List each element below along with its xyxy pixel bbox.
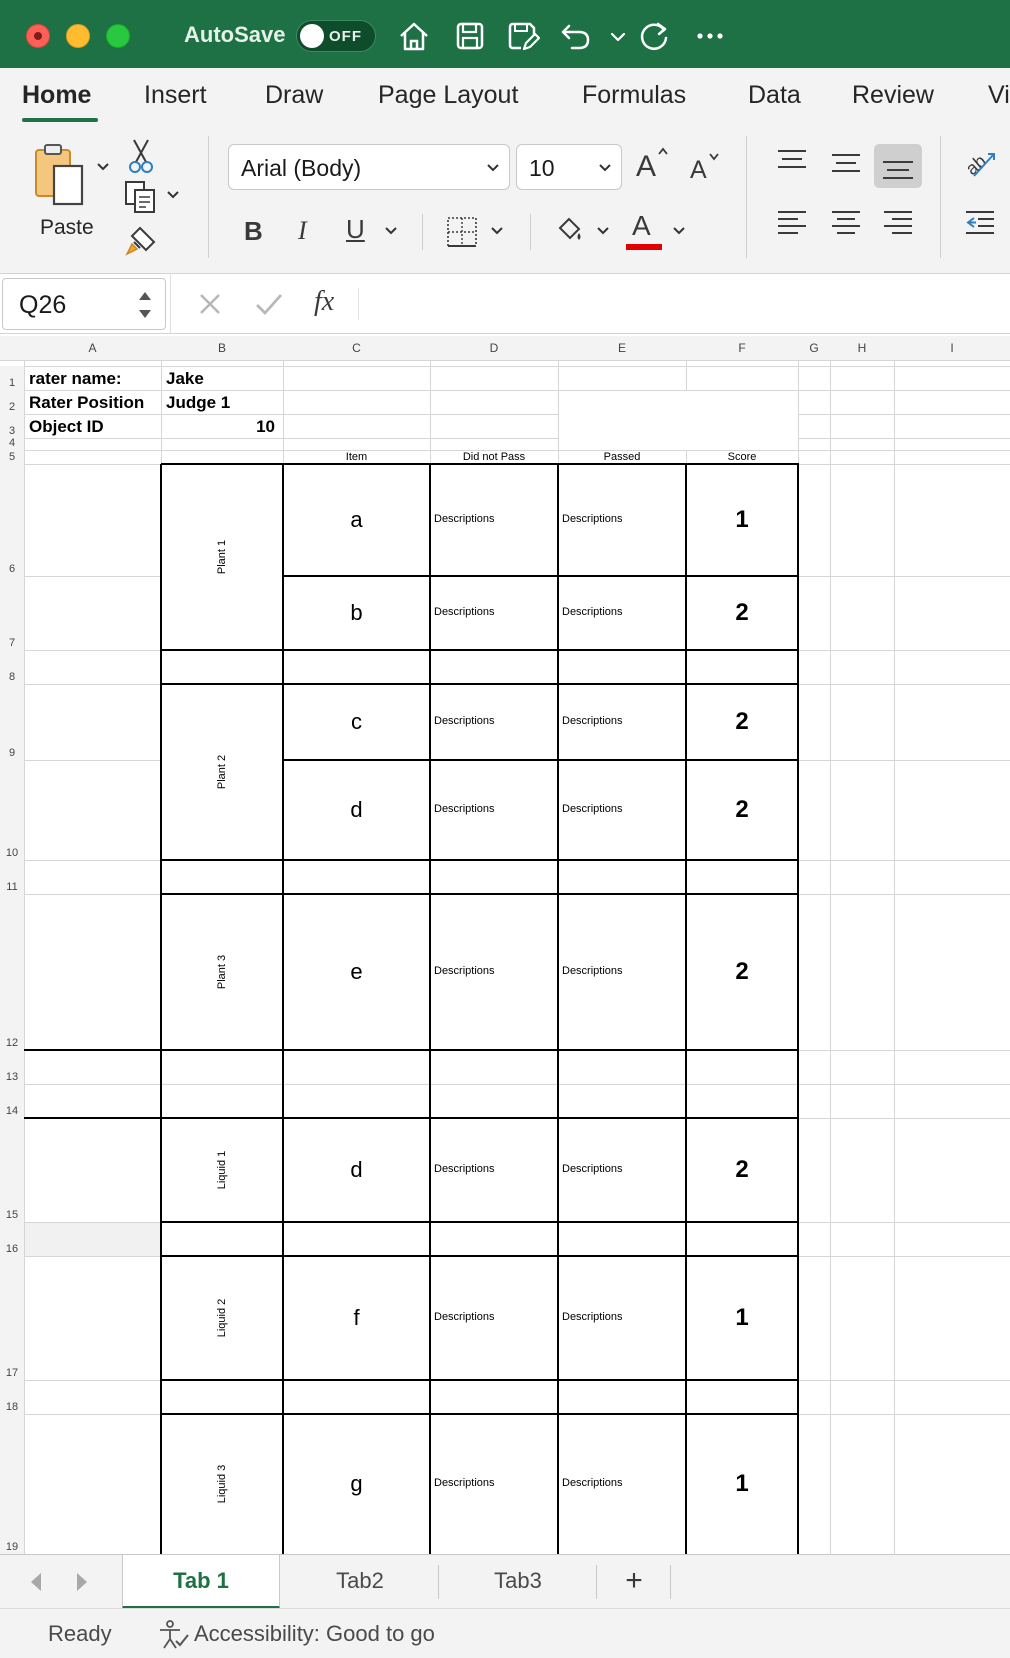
column-header[interactable]: B (161, 336, 283, 360)
cell-score[interactable]: 2 (735, 599, 749, 626)
decrease-indent-icon[interactable] (964, 208, 996, 238)
row-number: 8 (8, 671, 16, 683)
cut-icon[interactable] (126, 138, 156, 174)
align-left-icon[interactable] (776, 208, 808, 238)
font-color-bar (626, 244, 662, 250)
cell-did-not-pass[interactable]: Descriptions (434, 1311, 495, 1323)
status-ready: Ready (48, 1621, 112, 1646)
cell-b3-object-id[interactable]: 10 (256, 417, 275, 436)
cell-did-not-pass[interactable]: Descriptions (434, 803, 495, 815)
row-header[interactable] (0, 576, 24, 650)
cell-passed[interactable]: Descriptions (562, 1163, 623, 1175)
cell-passed[interactable]: Descriptions (562, 803, 623, 815)
save-as-icon[interactable] (504, 18, 540, 54)
close-window-button[interactable] (26, 24, 50, 48)
cell-border (161, 859, 799, 861)
group-label[interactable]: Liquid 3 (216, 1464, 228, 1504)
insert-function-button[interactable]: fx (314, 286, 335, 317)
group-label[interactable]: Liquid 2 (216, 1298, 228, 1338)
cell-a2-rater-position-label[interactable]: Rater Position (29, 393, 145, 412)
cell-passed[interactable]: Descriptions (562, 606, 623, 618)
table-header-did-not-pass[interactable]: Did not Pass (462, 451, 526, 463)
tab-review[interactable]: Review (852, 81, 934, 109)
cell-border (161, 683, 799, 685)
row-number: 4 (8, 437, 16, 449)
cell-score[interactable]: 1 (735, 1470, 749, 1497)
undo-icon[interactable] (558, 18, 594, 54)
row-header[interactable] (0, 1380, 24, 1414)
sheet-tabs-bar (0, 1554, 1010, 1608)
cell-a1-rater-name-label[interactable]: rater name: (29, 369, 122, 388)
ribbon-separator (746, 136, 747, 258)
cell-score[interactable]: 2 (735, 958, 749, 985)
cell-border (557, 464, 559, 1554)
group-label[interactable]: Plant 3 (216, 954, 228, 990)
fill-color-icon[interactable] (552, 214, 586, 248)
column-header[interactable]: E (558, 336, 686, 360)
tab-home[interactable]: Home (22, 81, 92, 109)
cell-passed[interactable]: Descriptions (562, 1311, 623, 1323)
row-header[interactable] (0, 650, 24, 684)
font-size-select[interactable] (516, 144, 622, 190)
row-header[interactable] (0, 1414, 24, 1554)
svg-text:A: A (636, 150, 657, 183)
tab-separator (438, 1565, 439, 1599)
ribbon-tabs (0, 68, 1010, 128)
cell-b1-rater-name[interactable]: Jake (166, 369, 204, 388)
cell-border (797, 464, 799, 1554)
row-number: 10 (5, 847, 19, 859)
row-number: 14 (5, 1105, 19, 1117)
row-header[interactable] (0, 366, 24, 390)
chevron-down-icon (597, 157, 613, 185)
row-header[interactable] (0, 760, 24, 860)
status-bar (0, 1608, 1010, 1658)
cell-border (685, 464, 687, 1554)
group-label[interactable]: Liquid 1 (216, 1150, 228, 1190)
increase-font-size-icon[interactable] (634, 144, 674, 184)
cell-item[interactable]: e (350, 959, 363, 984)
title-bar (0, 0, 1010, 68)
column-header[interactable]: A (24, 336, 161, 360)
undo-dropdown-chevron-icon[interactable] (600, 18, 622, 54)
sheet-tab-1[interactable]: Tab 1 (122, 1555, 280, 1609)
row-number: 6 (8, 563, 16, 575)
previous-sheet-icon[interactable] (28, 1571, 44, 1598)
sheet-tab-3[interactable]: Tab3 (494, 1568, 542, 1593)
row-number: 18 (5, 1401, 19, 1413)
font-color-button[interactable]: A (632, 210, 651, 241)
toggle-knob (300, 24, 324, 48)
row-number: 1 (8, 377, 16, 389)
cancel-entry-icon[interactable] (196, 290, 224, 323)
row-number: 19 (5, 1541, 19, 1553)
row-number: 2 (8, 401, 16, 413)
cell-passed[interactable]: Descriptions (562, 1477, 623, 1489)
fill-color-dropdown-chevron-icon[interactable] (596, 226, 610, 236)
row-number: 13 (5, 1071, 19, 1083)
ribbon-separator (208, 136, 209, 258)
home-icon[interactable] (396, 18, 432, 54)
column-header[interactable]: I (894, 336, 1010, 360)
cell-item[interactable]: d (350, 797, 363, 822)
column-header[interactable]: H (830, 336, 894, 360)
svg-text:ab: ab (962, 150, 990, 179)
select-all-corner[interactable] (0, 336, 24, 360)
cell-border (161, 1413, 799, 1415)
row-number: 16 (5, 1243, 19, 1255)
tab-view[interactable]: Vi (988, 81, 1010, 109)
sheet-tab-2[interactable]: Tab2 (336, 1568, 384, 1593)
blank-region (559, 391, 798, 450)
row-number: 17 (5, 1367, 19, 1379)
cell-a3-object-id-label[interactable]: Object ID (29, 417, 104, 436)
cell-score[interactable]: 2 (735, 1156, 749, 1183)
active-tab-indicator (22, 118, 98, 122)
cell-border (161, 1379, 799, 1381)
autosave-toggle[interactable] (296, 20, 376, 52)
cell-border (24, 1117, 799, 1119)
chevron-down-icon (485, 157, 501, 185)
format-painter-icon[interactable] (124, 224, 158, 258)
column-header[interactable]: G (798, 336, 830, 360)
row-header[interactable] (0, 1118, 24, 1222)
gridline-horizontal (0, 414, 1010, 415)
row-number: 11 (6, 881, 18, 893)
cell-score[interactable]: 1 (735, 506, 749, 533)
cell-a16-shade (25, 1223, 161, 1256)
name-box-stepper-icon[interactable] (137, 287, 153, 328)
text-orientation-icon[interactable] (962, 144, 998, 180)
tab-data[interactable]: Data (748, 81, 801, 109)
cell-passed[interactable]: Descriptions (562, 965, 623, 977)
font-name-value: Arial (Body) (241, 155, 362, 181)
cell-passed[interactable]: Descriptions (562, 715, 623, 727)
align-bottom-button[interactable] (874, 144, 922, 188)
svg-text:A: A (690, 156, 707, 184)
row-header[interactable] (0, 414, 24, 438)
gridline-horizontal (0, 366, 1010, 367)
cell-border (283, 575, 799, 577)
cell-border (161, 649, 799, 651)
group-label[interactable]: Plant 1 (216, 539, 228, 575)
autosave-label: AutoSave (184, 22, 286, 47)
minimize-window-button[interactable] (66, 24, 90, 48)
formula-input[interactable] (364, 282, 1004, 326)
row-number: 7 (8, 637, 16, 649)
autosave-state: OFF (329, 28, 362, 45)
row-header[interactable] (0, 464, 24, 576)
cell-score[interactable]: 2 (735, 796, 749, 823)
add-sheet-button[interactable]: + (625, 1564, 643, 1597)
gridline-vertical (830, 336, 831, 1554)
name-box-value: Q26 (19, 291, 67, 319)
table-header-item[interactable]: Item (345, 451, 368, 463)
borders-dropdown-chevron-icon[interactable] (490, 226, 504, 236)
cell-score[interactable]: 1 (735, 1304, 749, 1331)
gridline-vertical (894, 336, 895, 1554)
paste-dropdown-chevron-icon[interactable] (96, 162, 110, 172)
cell-passed[interactable]: Descriptions (562, 513, 623, 525)
cell-border (283, 759, 799, 761)
row-number: 12 (5, 1037, 19, 1049)
group-label[interactable]: Plant 2 (216, 754, 228, 790)
zoom-window-button[interactable] (106, 24, 130, 48)
gridline-horizontal (0, 438, 1010, 439)
row-header[interactable] (0, 1256, 24, 1380)
tab-insert[interactable]: Insert (144, 81, 207, 109)
align-middle-icon[interactable] (830, 150, 862, 176)
table-header-score[interactable]: Score (727, 451, 757, 463)
align-bottom-icon (874, 144, 922, 188)
paste-icon[interactable] (32, 140, 92, 210)
cell-score[interactable]: 2 (735, 708, 749, 735)
tab-page-layout[interactable]: Page Layout (378, 81, 519, 109)
cell-item[interactable]: b (350, 600, 363, 625)
align-center-icon[interactable] (830, 208, 862, 238)
row-header[interactable] (0, 450, 24, 464)
tab-formulas[interactable]: Formulas (582, 81, 687, 109)
copy-icon[interactable] (124, 180, 158, 214)
cell-item[interactable]: c (351, 709, 362, 734)
decrease-font-size-icon[interactable] (688, 148, 724, 184)
align-right-icon[interactable] (882, 208, 914, 238)
cell-did-not-pass[interactable]: Descriptions (434, 965, 495, 977)
cell-border (161, 893, 799, 895)
cell-did-not-pass[interactable]: Descriptions (434, 513, 495, 525)
ribbon-separator (530, 214, 531, 250)
font-size-value: 10 (529, 155, 555, 181)
gridline-horizontal (0, 1084, 1010, 1085)
confirm-entry-icon[interactable] (254, 290, 284, 323)
cell-border (161, 1255, 799, 1257)
accessibility-icon[interactable] (156, 1619, 190, 1656)
underline-dropdown-chevron-icon[interactable] (384, 226, 398, 236)
save-icon[interactable] (452, 18, 488, 54)
gridline-horizontal (0, 390, 1010, 391)
cell-item[interactable]: g (350, 1471, 363, 1496)
row-number: 5 (8, 451, 16, 463)
cell-item[interactable]: a (350, 507, 363, 532)
gridline-horizontal (0, 360, 1010, 361)
row-header[interactable] (0, 438, 24, 450)
ribbon-separator (940, 136, 941, 258)
column-header[interactable]: D (430, 336, 558, 360)
copy-dropdown-chevron-icon[interactable] (166, 190, 180, 200)
ribbon-separator (422, 214, 423, 250)
gridline-vertical (24, 336, 25, 1554)
tab-separator (670, 1565, 671, 1599)
redo-icon[interactable] (636, 18, 672, 54)
tab-separator (596, 1565, 597, 1599)
row-header[interactable] (0, 684, 24, 760)
accessibility-status[interactable]: Accessibility: Good to go (194, 1621, 435, 1646)
row-header[interactable] (0, 860, 24, 894)
column-header[interactable]: F (686, 336, 798, 360)
row-header[interactable] (0, 390, 24, 414)
spreadsheet-grid[interactable] (0, 336, 1010, 1554)
tab-draw[interactable]: Draw (265, 81, 324, 109)
row-header[interactable] (0, 1084, 24, 1118)
ribbon-home (0, 128, 1010, 274)
cell-did-not-pass[interactable]: Descriptions (434, 1163, 495, 1175)
cell-b2-rater-position[interactable]: Judge 1 (166, 393, 231, 412)
cell-border (429, 464, 431, 1554)
row-header[interactable] (0, 1222, 24, 1256)
italic-button[interactable]: I (298, 216, 307, 245)
align-top-icon[interactable] (776, 148, 808, 174)
cell-border (24, 1049, 799, 1051)
cell-border (160, 464, 162, 1554)
cell-item[interactable]: d (350, 1157, 363, 1182)
formula-bar-separator (358, 288, 359, 320)
row-header[interactable] (0, 894, 24, 1050)
cell-did-not-pass[interactable]: Descriptions (434, 1477, 495, 1489)
cell-border (161, 463, 799, 465)
merge-mask (162, 575, 282, 577)
next-sheet-icon[interactable] (74, 1571, 90, 1598)
row-header[interactable] (0, 1050, 24, 1084)
column-header[interactable]: C (283, 336, 430, 360)
cell-did-not-pass[interactable]: Descriptions (434, 606, 495, 618)
more-icon[interactable] (692, 18, 728, 54)
cell-did-not-pass[interactable]: Descriptions (434, 715, 495, 727)
cell-border (161, 1221, 799, 1223)
formula-bar-separator (170, 274, 171, 334)
bold-button[interactable]: B (244, 216, 263, 246)
formula-bar (0, 274, 1010, 334)
font-color-dropdown-chevron-icon[interactable] (672, 226, 686, 236)
cell-item[interactable]: f (353, 1305, 360, 1330)
row-number: 3 (8, 425, 16, 437)
underline-button[interactable]: U (346, 214, 365, 244)
name-box[interactable] (2, 278, 166, 330)
cell-border (282, 464, 284, 1554)
borders-icon[interactable] (446, 216, 478, 248)
row-number: 9 (8, 747, 16, 759)
paste-button-label[interactable]: Paste (40, 216, 94, 239)
row-number: 15 (5, 1209, 19, 1221)
font-name-select[interactable] (228, 144, 510, 190)
table-header-passed[interactable]: Passed (603, 451, 641, 463)
